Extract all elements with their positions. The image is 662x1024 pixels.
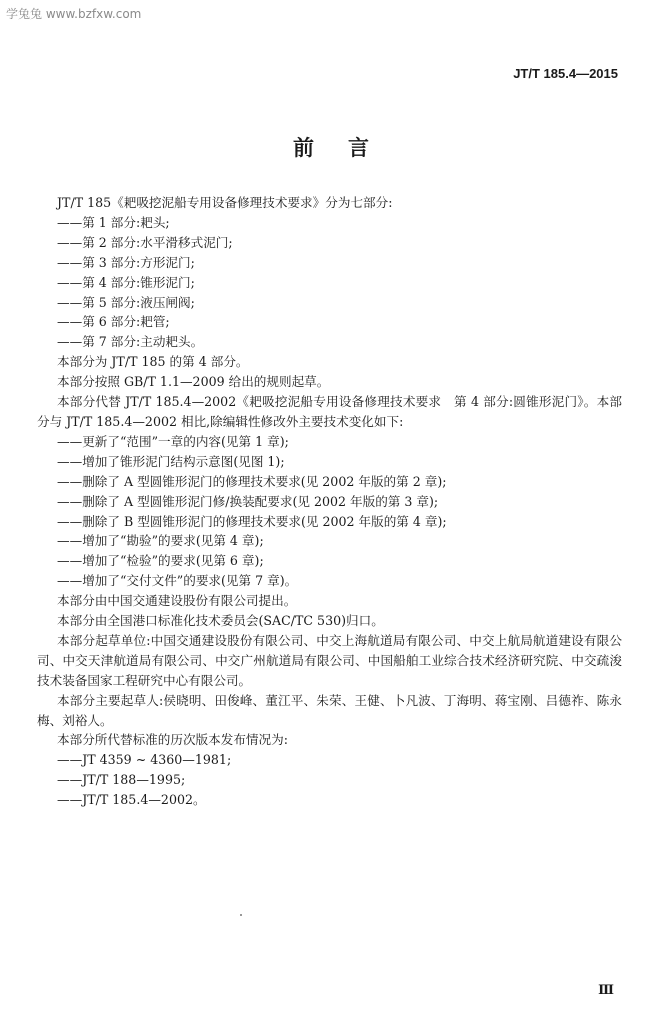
- list-item: ——第 4 部分:锥形泥门;: [57, 274, 195, 290]
- list-item: ——第 5 部分:液压闸阀;: [57, 294, 195, 310]
- paragraph: 本部分为 JT/T 185 的第 4 部分。: [57, 354, 249, 370]
- list-item: ——更新了“范围”一章的内容(见第 1 章);: [57, 433, 289, 449]
- scan-dot: [240, 914, 242, 916]
- paragraph: 本部分主要起草人:侯晓明、田俊峰、董江平、朱荣、王健、卜凡波、丁海明、蒋宝刚、吕德祚、陈永梅、刘裕人。: [37, 692, 622, 728]
- list-item: ——增加了“勘验”的要求(见第 4 章);: [57, 533, 264, 549]
- list-item: ——JT/T 185.4—2002。: [57, 792, 206, 808]
- list-item: ——删除了 B 型圆锥形泥门的修理技术要求(见 2002 年版的第 4 章);: [57, 513, 447, 529]
- paragraph: 本部分所代替标准的历次版本发布情况为:: [57, 732, 288, 748]
- list-item: ——JT 4359 ~ 4360—1981;: [57, 752, 232, 768]
- document-code: JT/T 185.4—2015: [513, 66, 618, 81]
- list-item: ——第 2 部分:水平滑移式泥门;: [57, 234, 233, 250]
- paragraph: 本部分代替 JT/T 185.4—2002《耙吸挖泥船专用设备修理技术要求 第 4 部分:圆锥形泥门》。本部分与 JT/T 185.4—2002 相比,除编辑性修改外主要技术变化如下:: [37, 394, 622, 429]
- paragraph: 本部分起草单位:中国交通建设股份有限公司、中交上海航道局有限公司、中交上航局航道建设有限公司、中交天津航道局有限公司、中交广州航道局有限公司、中国船舶工业综合技术经济研究院、中交疏浚技术装备国家工程研究中心有限公司。: [37, 632, 622, 688]
- list-item: ——增加了“交付文件”的要求(见第 7 章)。: [57, 573, 298, 589]
- paragraph: JT/T 185《耙吸挖泥船专用设备修理技术要求》分为七部分:: [57, 195, 393, 210]
- page-number: Ⅲ: [598, 983, 614, 998]
- list-item: ——第 3 部分:方形泥门;: [57, 254, 195, 270]
- document-body: [37, 193, 622, 810]
- list-item: ——第 6 部分:耙管;: [57, 314, 170, 330]
- list-item: ——第 1 部分:耙头;: [57, 214, 170, 230]
- list-item: ——JT/T 188—1995;: [57, 772, 186, 788]
- paragraph: 本部分按照 GB/T 1.1—2009 给出的规则起草。: [57, 374, 330, 390]
- list-item: ——增加了“检验”的要求(见第 6 章);: [57, 553, 264, 569]
- list-item: ——第 7 部分:主动耙头。: [57, 334, 204, 350]
- list-item: ——增加了锥形泥门结构示意图(见图 1);: [57, 453, 285, 469]
- list-item: ——删除了 A 型圆锥形泥门的修理技术要求(见 2002 年版的第 2 章);: [57, 473, 447, 489]
- paragraph: 本部分由中国交通建设股份有限公司提出。: [57, 593, 297, 609]
- watermark: 学兔兔 www.bzfxw.com: [6, 7, 142, 21]
- page-title: 前言: [293, 136, 403, 160]
- paragraph: 本部分由全国港口标准化技术委员会(SAC/TC 530)归口。: [57, 613, 384, 629]
- list-item: ——删除了 A 型圆锥形泥门修/换装配要求(见 2002 年版的第 3 章);: [57, 493, 439, 509]
